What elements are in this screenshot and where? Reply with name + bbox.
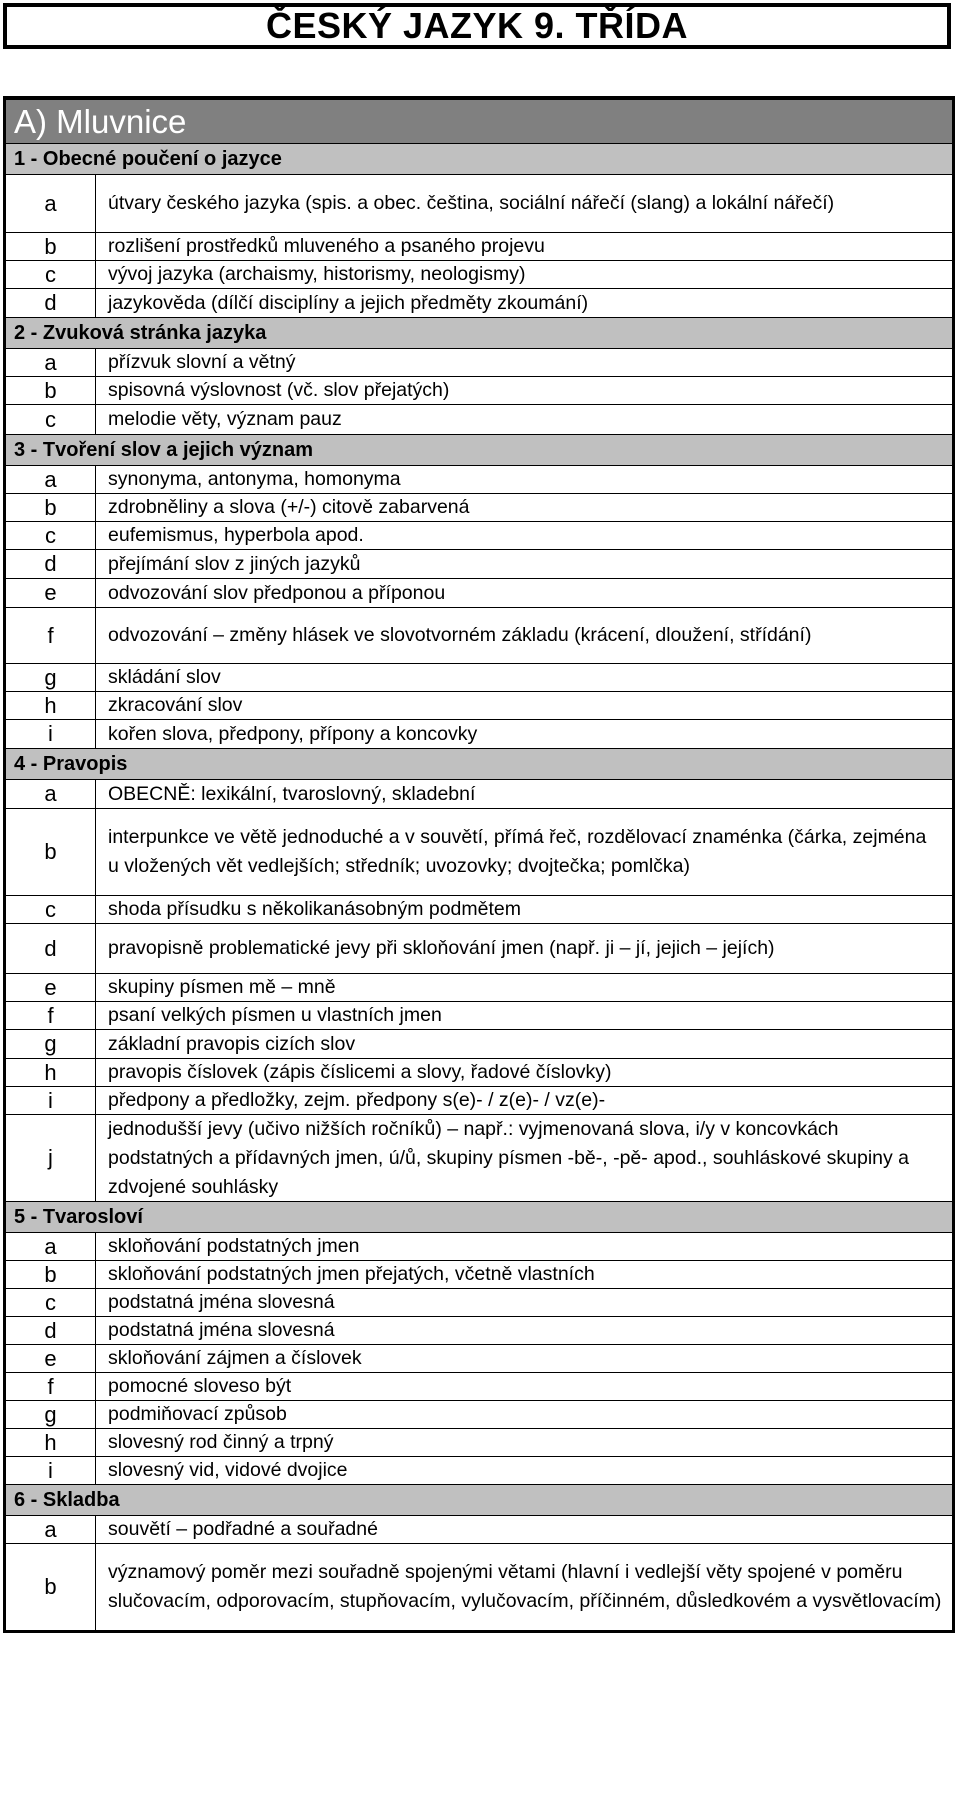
item-letter: i <box>6 1457 96 1484</box>
item-text: útvary českého jazyka (spis. a obec. čeština, sociální nářečí (slang) a lokální nářečí) <box>108 192 835 214</box>
part-heading-row <box>6 96 952 144</box>
item-text: interpunkce ve větě jednoduché a v souvětí, přímá řeč, rozdělovací znaménka (čárka, zejména u vložených vět vedlejších; středník; uvozovky; dvojtečka; pomlčka) <box>108 826 927 877</box>
section-heading-row <box>6 144 952 175</box>
item-text: shoda přísudku s několikanásobným podmětem <box>108 898 521 920</box>
table-row <box>6 809 952 896</box>
item-text: odvozování – změny hlásek ve slovotvorném základu (krácení, dloužení, střídání) <box>108 624 812 646</box>
item-letter: g <box>6 664 96 691</box>
item-text: eufemismus, hyperbola apod. <box>108 524 364 546</box>
item-letter: h <box>6 1059 96 1086</box>
table-row <box>6 924 952 974</box>
item-letter: f <box>6 1002 96 1029</box>
item-letter: b <box>6 377 96 404</box>
item-text: významový poměr mezi souřadně spojenými větami (hlavní i vedlejší věty spojené v poměru slučovacím, odporovacím, stupňovacím, vylučovacím, příčinném, důsledkovém a vysvětlovacím) <box>108 1561 942 1612</box>
document-title: ČESKÝ JAZYK 9. TŘÍDA <box>265 5 689 46</box>
item-letter: e <box>6 579 96 607</box>
item-text: skloňování podstatných jmen <box>108 1235 360 1257</box>
item-text: skloňování zájmen a číslovek <box>108 1347 362 1369</box>
item-letter: a <box>6 466 96 493</box>
item-text: melodie věty, význam pauz <box>108 408 342 430</box>
item-letter: a <box>6 780 96 808</box>
section-heading-row <box>6 749 952 780</box>
table-row <box>6 1544 952 1630</box>
item-text: základní pravopis cizích slov <box>108 1032 356 1055</box>
item-text: podstatná jména slovesná <box>108 1319 335 1341</box>
table-row <box>6 1115 952 1202</box>
table-row <box>6 896 952 924</box>
table-row <box>6 289 952 318</box>
item-letter: c <box>6 896 96 923</box>
table-row <box>6 1429 952 1457</box>
table-row <box>6 1289 952 1317</box>
item-letter: h <box>6 1429 96 1456</box>
item-letter: d <box>6 550 96 578</box>
part-heading: A) Mluvnice <box>14 102 187 140</box>
curriculum-table <box>3 96 955 1633</box>
table-row <box>6 175 952 233</box>
section-heading-row <box>6 1202 952 1233</box>
item-text: slovesný rod činný a trpný <box>108 1431 334 1453</box>
table-row <box>6 233 952 261</box>
item-text: pravopis číslovek (zápis číslicemi a slovy, řadové číslovky) <box>108 1061 612 1083</box>
table-row <box>6 494 952 522</box>
table-row <box>6 692 952 720</box>
table-row <box>6 377 952 405</box>
item-letter: d <box>6 924 96 973</box>
item-letter: c <box>6 1289 96 1316</box>
section-heading: 5 - Tvarosloví <box>14 1205 143 1228</box>
item-letter: a <box>6 175 96 232</box>
item-text: kořen slova, předpony, přípony a koncovky <box>108 722 478 745</box>
item-letter: a <box>6 349 96 376</box>
item-letter: i <box>6 720 96 748</box>
table-row <box>6 1002 952 1030</box>
table-row <box>6 1233 952 1261</box>
table-row <box>6 405 952 435</box>
table-row <box>6 1401 952 1429</box>
section-heading: 3 - Tvoření slov a jejich význam <box>14 438 314 461</box>
table-row <box>6 1345 952 1373</box>
table-row <box>6 1261 952 1289</box>
item-letter: b <box>6 1544 96 1630</box>
table-row <box>6 608 952 664</box>
item-letter: e <box>6 974 96 1001</box>
item-text: jazykověda (dílčí disciplíny a jejich předměty zkoumání) <box>108 291 589 314</box>
section-heading-row <box>6 435 952 466</box>
table-row <box>6 550 952 579</box>
item-letter: a <box>6 1516 96 1543</box>
item-text: přízvuk slovní a větný <box>108 351 296 373</box>
item-text: spisovná výslovnost (vč. slov přejatých) <box>108 379 450 401</box>
table-row <box>6 780 952 809</box>
table-row <box>6 1457 952 1485</box>
item-letter: a <box>6 1233 96 1260</box>
item-text: zkracování slov <box>108 694 243 716</box>
table-row <box>6 1030 952 1059</box>
item-letter: b <box>6 233 96 260</box>
item-text: podstatná jména slovesná <box>108 1291 335 1313</box>
item-letter: j <box>6 1115 96 1201</box>
item-text: rozlišení prostředků mluveného a psaného projevu <box>108 235 545 257</box>
table-row <box>6 522 952 550</box>
table-row <box>6 974 952 1002</box>
item-letter: b <box>6 809 96 895</box>
item-letter: h <box>6 692 96 719</box>
item-text: vývoj jazyka (archaismy, historismy, neologismy) <box>108 263 526 285</box>
item-text: předpony a předložky, zejm. předpony s(e)- / z(e)- / vz(e)- <box>108 1089 606 1111</box>
item-text: přejímání slov z jiných jazyků <box>108 552 361 575</box>
section-heading: 6 - Skladba <box>14 1488 120 1511</box>
item-text: pomocné sloveso být <box>108 1375 292 1397</box>
item-text: slovesný vid, vidové dvojice <box>108 1459 348 1481</box>
item-text: skloňování podstatných jmen přejatých, včetně vlastních <box>108 1263 595 1285</box>
section-heading: 1 - Obecné poučení o jazyce <box>14 147 282 170</box>
table-row <box>6 1317 952 1345</box>
item-text: jednodušší jevy (učivo nižších ročníků) – např.: vyjmenovaná slova, i/y v koncovkách podstatných a přídavných jmen, ú/ů, skupiny písmen -bě-, -pě- apod., souhláskové skupiny a zdvojené souhlásky <box>108 1117 910 1198</box>
table-row <box>6 1059 952 1087</box>
item-letter: c <box>6 261 96 288</box>
section-heading: 2 - Zvuková stránka jazyka <box>14 321 267 344</box>
table-row <box>6 579 952 608</box>
section-heading: 4 - Pravopis <box>14 752 128 775</box>
table-row <box>6 1373 952 1401</box>
item-letter: b <box>6 494 96 521</box>
item-letter: e <box>6 1345 96 1372</box>
item-letter: f <box>6 608 96 663</box>
table-row <box>6 466 952 494</box>
table-row <box>6 664 952 692</box>
item-letter: c <box>6 522 96 549</box>
table-row <box>6 261 952 289</box>
item-letter: g <box>6 1401 96 1428</box>
item-text: zdrobněliny a slova (+/-) citově zabarvená <box>108 496 470 518</box>
table-row <box>6 720 952 749</box>
item-letter: c <box>6 405 96 434</box>
item-letter: f <box>6 1373 96 1400</box>
section-heading-row <box>6 318 952 349</box>
item-text: podmiňovací způsob <box>108 1403 287 1425</box>
item-text: skupiny písmen mě – mně <box>108 976 336 998</box>
table-row <box>6 1087 952 1115</box>
item-text: skládání slov <box>108 666 221 688</box>
item-letter: d <box>6 289 96 317</box>
title-box <box>3 3 951 49</box>
item-text: souvětí – podřadné a souřadné <box>108 1518 378 1540</box>
item-text: OBECNĚ: lexikální, tvaroslovný, skladební <box>108 782 476 805</box>
table-row <box>6 1516 952 1544</box>
item-letter: g <box>6 1030 96 1058</box>
item-letter: i <box>6 1087 96 1114</box>
item-text: synonyma, antonyma, homonyma <box>108 468 401 490</box>
item-letter: d <box>6 1317 96 1344</box>
item-text: odvozování slov předponou a příponou <box>108 581 446 604</box>
item-text: pravopisně problematické jevy při skloňování jmen (např. ji – jí, jejich – jejích) <box>108 937 775 959</box>
item-text: psaní velkých písmen u vlastních jmen <box>108 1004 442 1026</box>
section-heading-row <box>6 1485 952 1516</box>
item-letter: b <box>6 1261 96 1288</box>
table-row <box>6 349 952 377</box>
